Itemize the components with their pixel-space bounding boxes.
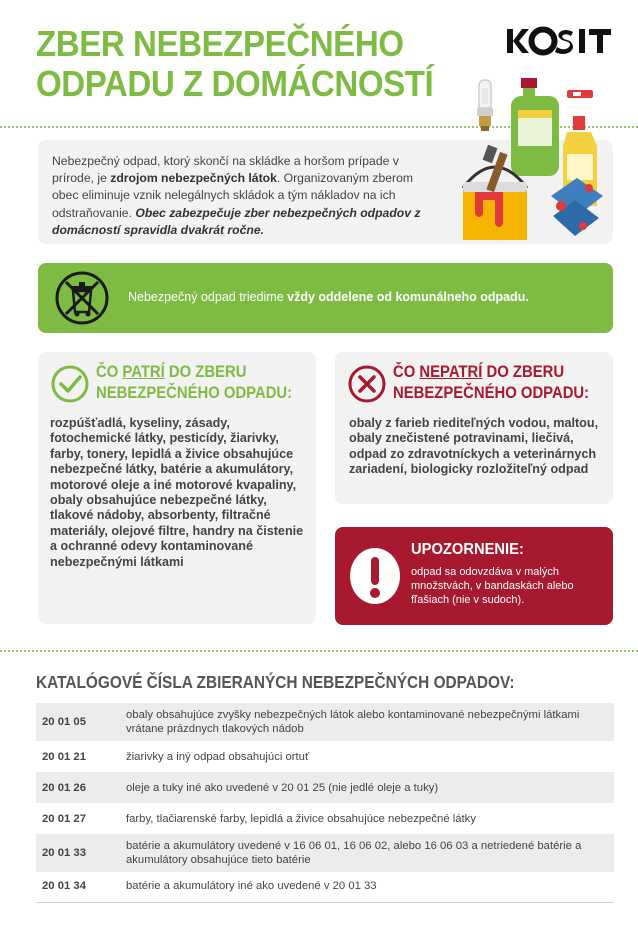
allowed-title: [96, 362, 292, 404]
catalog-table: [36, 703, 614, 900]
row-code: 20 01 33: [42, 847, 86, 859]
row-desc: obaly obsahujúce zvyšky nebezpečných látok alebo kontaminované nebezpečnými látkami vrátane prázdnych tlakových nádob: [126, 709, 580, 735]
intro-bold1: zdrojom nebezpečných látok: [110, 171, 277, 186]
table-row: [36, 772, 614, 803]
row-code: 20 01 05: [42, 716, 86, 728]
table-bottom-rule: [36, 902, 614, 903]
table-row: [36, 741, 614, 772]
allowed-title-keyword: PATRÍ: [122, 363, 165, 381]
table-row: [36, 872, 614, 900]
intro-bold2: Obec zabezpečuje zber nebezpečných odpadov z domácností spravidla dvakrát ročne.: [52, 205, 421, 237]
intro-text: [52, 153, 424, 239]
banner-text-plain: Nebezpečný odpad triedime: [128, 290, 288, 304]
household-waste-illustration: [455, 76, 605, 246]
row-code: 20 01 21: [42, 750, 86, 763]
row-desc: batérie a akumulátory uvedené v 16 06 01, 16 06 02, alebo 16 06 03 a netriedené batérie a akumulátory obsahujúce tieto batérie: [126, 840, 582, 866]
allowed-title-post: DO ZBERU: [164, 363, 247, 381]
warning-text: odpad sa odovzdáva v malých množstvách, v bandaskách alebo fľašiach (nie v sudoch).: [411, 566, 574, 606]
forbidden-title-pre: ČO: [393, 363, 420, 381]
kosit-logo: [505, 26, 617, 56]
banner-text-bold: vždy oddelene od komunálneho odpadu.: [287, 290, 529, 304]
row-desc: žiarivky a iný odpad obsahujúci ortuť: [126, 750, 310, 763]
intro-part2: . Organizovaným zberom obec eliminuje vznik nelegálnych skládok a tým nákladov na ich odstraňovanie.: [52, 171, 414, 220]
forbidden-title-post: DO ZBERU: [482, 363, 565, 381]
forbidden-body: obaly z farieb riediteľných vodou, maltou, obaly znečistené potravinami, liečivá, odpad zo zdravotníckych a veterinárnych zariadení, biologicky rozložiteľný odpad: [349, 416, 599, 477]
page-title-line2: ODPADU Z DOMÁCNOSTÍ: [36, 63, 434, 104]
page-title-line1: ZBER NEBEZPEČNÉHO: [36, 23, 404, 64]
banner-text: [128, 290, 529, 304]
table-row: [36, 834, 614, 872]
intro-part1: Nebezpečný odpad, ktorý skončí na skládke a horšom prípade v prírode, je: [52, 154, 399, 186]
forbidden-title: [393, 362, 589, 404]
page-title: [36, 24, 441, 104]
row-desc: farby, tlačiarenské farby, lepidlá a živice obsahujúce nebezpečné látky: [126, 812, 476, 825]
row-code: 20 01 34: [42, 880, 86, 892]
allowed-title-line2: NEBEZPEČNÉHO ODPADU:: [96, 384, 293, 402]
crossed-bin-icon: [54, 270, 110, 326]
forbidden-title-keyword: NEPATRÍ: [419, 363, 483, 381]
warning-title: UPOZORNENIE:: [411, 541, 524, 558]
forbidden-card: [335, 352, 613, 504]
forbidden-title-line2: NEBEZPEČNÉHO ODPADU:: [393, 384, 590, 402]
allowed-heading: [50, 362, 310, 418]
allowed-card: [38, 352, 316, 624]
bulb-icon: [477, 80, 493, 131]
spray-icon: [567, 90, 593, 98]
catalog-title: KATALÓGOVÉ ČÍSLA ZBIERANÝCH NEBEZPEČNÝCH ODPADOV:: [36, 672, 515, 692]
row-code: 20 01 27: [42, 812, 86, 825]
exclamation-icon: [348, 546, 402, 606]
row-desc: oleje a tuky iné ako uvedené v 20 01 25 (nie jedlé oleje a tuky): [126, 781, 439, 794]
table-row: [36, 803, 614, 834]
table-row: [36, 703, 614, 741]
warning-box: [335, 527, 613, 625]
forbidden-heading: [347, 362, 607, 418]
row-desc: batérie a akumulátory iné ako uvedené v 20 01 33: [126, 880, 377, 892]
separation-banner: [38, 263, 613, 333]
allowed-body: rozpúšťadlá, kyseliny, zásady, fotochemické látky, pesticídy, žiarivky, farby, tonery, lepidlá a živice obsahujúce nebezpečné látky, batérie a akumulátory, motorové oleje a iné motorové kvapaliny, obaly obsahujúce nebezpečné látky, tlakové nádoby, absorbenty, filtračné materiály, olejové filtre, handry na čistenie a ochranné odevy kontaminované nebezpečnými látkami: [50, 416, 304, 569]
bottle-icon: [511, 78, 559, 176]
cross-circle-icon: [347, 364, 387, 404]
check-circle-icon: [50, 364, 90, 404]
divider-bottom: [0, 650, 638, 652]
allowed-title-pre: ČO: [96, 363, 123, 381]
row-code: 20 01 26: [42, 781, 86, 794]
